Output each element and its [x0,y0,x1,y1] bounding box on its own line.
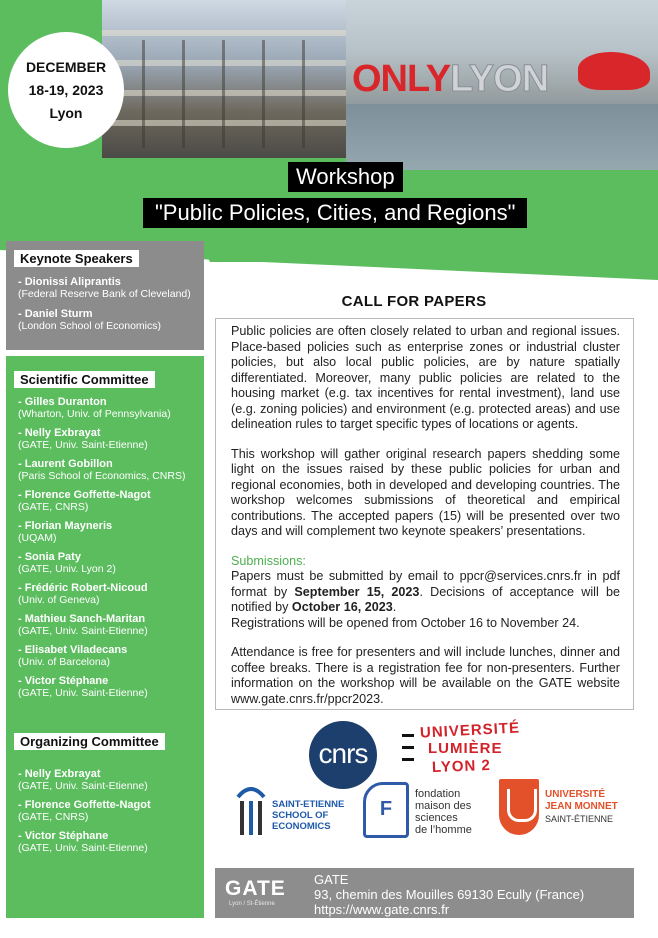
gate-footer [215,868,634,918]
workshop-label: Workshop [288,162,403,192]
organizer: - Florence Goffette-Nagot (GATE, CNRS) [18,799,151,823]
committee-member: - Florence Goffette-Nagot (GATE, CNRS) [18,489,151,513]
submission-deadline: September 15, 2023 [294,584,420,599]
keynote-speaker: - Daniel Sturm (London School of Economics) [18,308,161,332]
workshop-title: "Public Policies, Cities, and Regions" [143,198,527,228]
attendance-paragraph: Attendance is free for presenters and will include lunches, dinner and coffee breaks. There is a registration fee for non-presenters. Further information on the workshop will be available on the GATE website www.gate.cnrs.fr/ppcr2023. [231,645,620,706]
call-for-papers-heading: CALL FOR PAPERS [341,293,487,310]
lion-sculpture-icon [578,52,650,90]
intro-paragraph: Public policies are often closely related to urban and regional issues. Place-based policies such as enterprise zones or industrial cluster policies, but also local public policies, are by nature spatially differentiated. Moreover, many public policies are related to the housing market (e.g. tax incentives for rental investment), land use (e.g. zoning policies) and environment (e.g. protected areas) and use delineation rules to target specific types of locations or agents. [231,324,620,431]
event-month: DECEMBER [25,58,107,75]
workshop-paragraph: This workshop will gather original research papers shedding some light on the issues raised by these public policies for urban and regional economies, both in developed and developing countries. The workshop welcomes submissions of theoretical and empirical contributions. The accepted papers (15) will be presented over two days and will complement two keynote speakers’ presentations. [231,446,620,538]
scientific-heading: Scientific Committee [14,371,155,388]
committee-member: - Gilles Duranton (Wharton, Univ. of Pennsylvania) [18,396,171,420]
fmsh-logo: F fondation maison des sciences de l’homme [363,782,483,840]
committee-member: - Nelly Exbrayat (GATE, Univ. Saint-Etienne) [18,427,148,451]
keynote-speaker: - Dionissi Aliprantis (Federal Reserve Bank of Cleveland) [18,276,191,300]
committee-member: - Sonia Paty (GATE, Univ. Lyon 2) [18,551,116,575]
lyon2-logo: UNIVERSITÉ LUMIÈRE LYON 2 [402,722,522,778]
committee-member: - Florian Mayneris (UQAM) [18,520,113,544]
submissions-label: Submissions: [231,553,306,568]
call-for-papers-body [215,318,634,710]
only-lyon-sign: ONLYLYON [352,58,549,100]
committee-member: - Laurent Gobillon (Paris School of Economics, CNRS) [18,458,186,482]
committee-member: - Mathieu Sanch-Maritan (GATE, Univ. Saint-Etienne) [18,613,148,637]
gate-logo: GATE Lyon / St-Étienne [215,868,291,918]
cnrs-logo: cnrs [309,721,377,789]
only-lyon-photo [346,0,658,170]
registrations-text: Registrations will be opened from October 16 to November 24. [231,615,580,630]
keynote-panel [6,241,204,350]
footer-url[interactable]: https://www.gate.cnrs.fr [314,902,450,917]
footer-address: 93, chemin des Mouilles 69130 Ecully (France) [314,887,585,902]
organizing-heading: Organizing Committee [14,733,165,750]
notification-date: October 16, 2023 [291,600,393,614]
organizer: - Victor Stéphane (GATE, Univ. Saint-Etienne) [18,830,148,854]
committee-panel [6,356,204,918]
lyon-building-photo [102,0,348,158]
footer-org: GATE [314,872,349,887]
event-days: 18-19, 2023 [28,81,104,98]
event-city: Lyon [49,104,83,121]
jean-monnet-logo: UNIVERSITÉ JEAN MONNET SAINT-ÉTIENNE [499,779,629,837]
date-badge [8,32,124,148]
committee-member: - Frédéric Robert-Nicoud (Univ. of Geneva) [18,582,148,606]
organizer: - Nelly Exbrayat (GATE, Univ. Saint-Etienne) [18,768,148,792]
committee-member: - Elisabet Viladecans (Univ. of Barcelona) [18,644,128,668]
keynote-heading: Keynote Speakers [14,250,139,267]
saint-etienne-school-logo: SAINT-ETIENNE SCHOOL OF ECONOMICS [234,779,346,837]
submissions-paragraph: Submissions: Papers must be submitted by email to ppcr@services.cnrs.fr in pdf format by September 15, 2023. Decisions of acceptance will be notified by October 16, 2023. Registrations will be opened from October 16 to November 24. [231,553,620,630]
committee-member: - Victor Stéphane (GATE, Univ. Saint-Etienne) [18,675,148,699]
